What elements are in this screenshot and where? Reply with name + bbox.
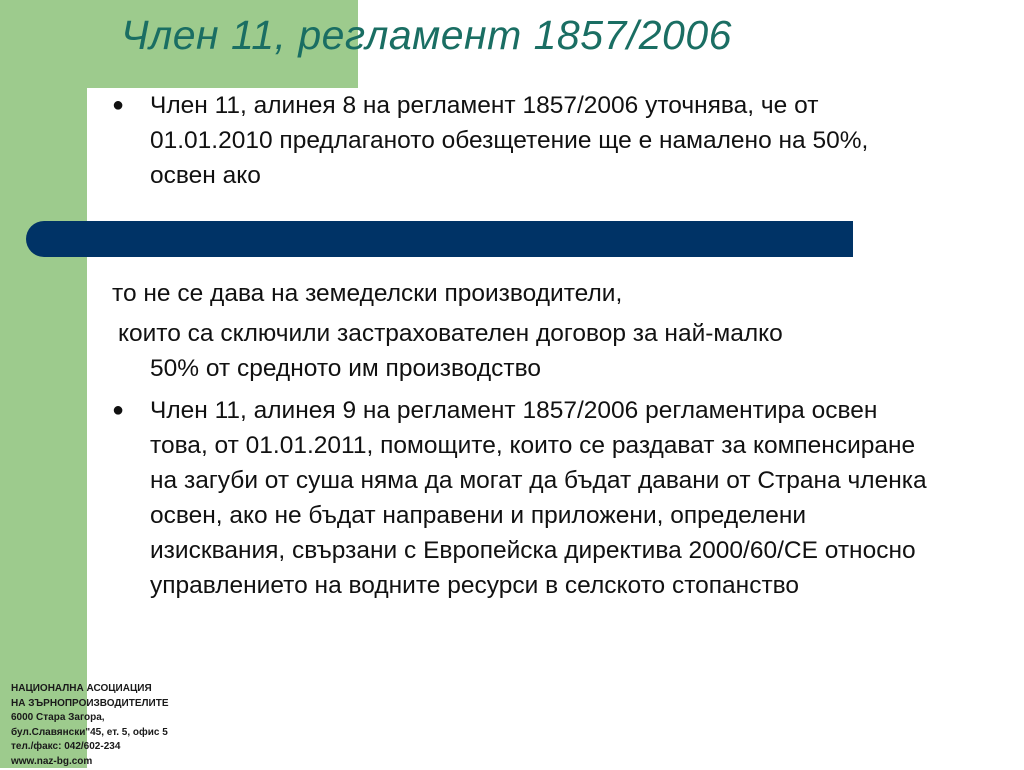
bullet-icon: ● bbox=[112, 94, 125, 116]
bullet-paragraph-article-9 bbox=[112, 393, 940, 603]
paragraph-text: Член 11, алинея 8 на регламент 1857/2006 уточнява, че от 01.01.2010 предлаганото обезщетение ще е намалено на 50%, освен ако bbox=[150, 92, 869, 189]
paragraph-text: Член 11, алинея 9 на регламент 1857/2006 регламентира освен това, от 01.01.2011, помощите, които се раздават за компенсиране на загуби от суша няма да могат да бъдат давани от Страна членка освен, ако не бъдат направени и приложени, определени изисквания, свързани с Европейска директива 2000/60/СЕ относно управлението на водните ресурси в селското стопанство bbox=[150, 397, 927, 599]
bullet-paragraph-article-8 bbox=[112, 88, 940, 193]
paragraph-text: то не се дава на земеделски производители, bbox=[112, 280, 623, 307]
organization-footer bbox=[11, 682, 211, 770]
bullet-icon: ● bbox=[112, 399, 125, 421]
footer-org-name-line1: НАЦИОНАЛНА АСОЦИАЦИЯ bbox=[11, 683, 152, 694]
paragraph-line: 50% от средното им производство bbox=[150, 355, 541, 382]
slide-title: Член 11, регламент 1857/2006 bbox=[121, 12, 732, 58]
footer-city: 6000 Стара Загора, bbox=[11, 712, 105, 724]
footer-website: www.naz-bg.com bbox=[11, 755, 93, 767]
green-side-panel bbox=[0, 0, 87, 768]
footer-phone: тел./факс: 042/602-234 bbox=[11, 741, 121, 753]
footer-address: бул.Славянски"45, ет. 5, офис 5 bbox=[11, 726, 168, 738]
accent-bar bbox=[26, 221, 853, 257]
footer-org-name-line2: НА ЗЪРНОПРОИЗВОДИТЕЛИТЕ bbox=[11, 697, 169, 709]
paragraph-line: които са сключили застрахователен договор за най-малко bbox=[118, 320, 783, 347]
paragraph-insurance bbox=[118, 316, 918, 386]
paragraph-farmers bbox=[112, 276, 912, 311]
